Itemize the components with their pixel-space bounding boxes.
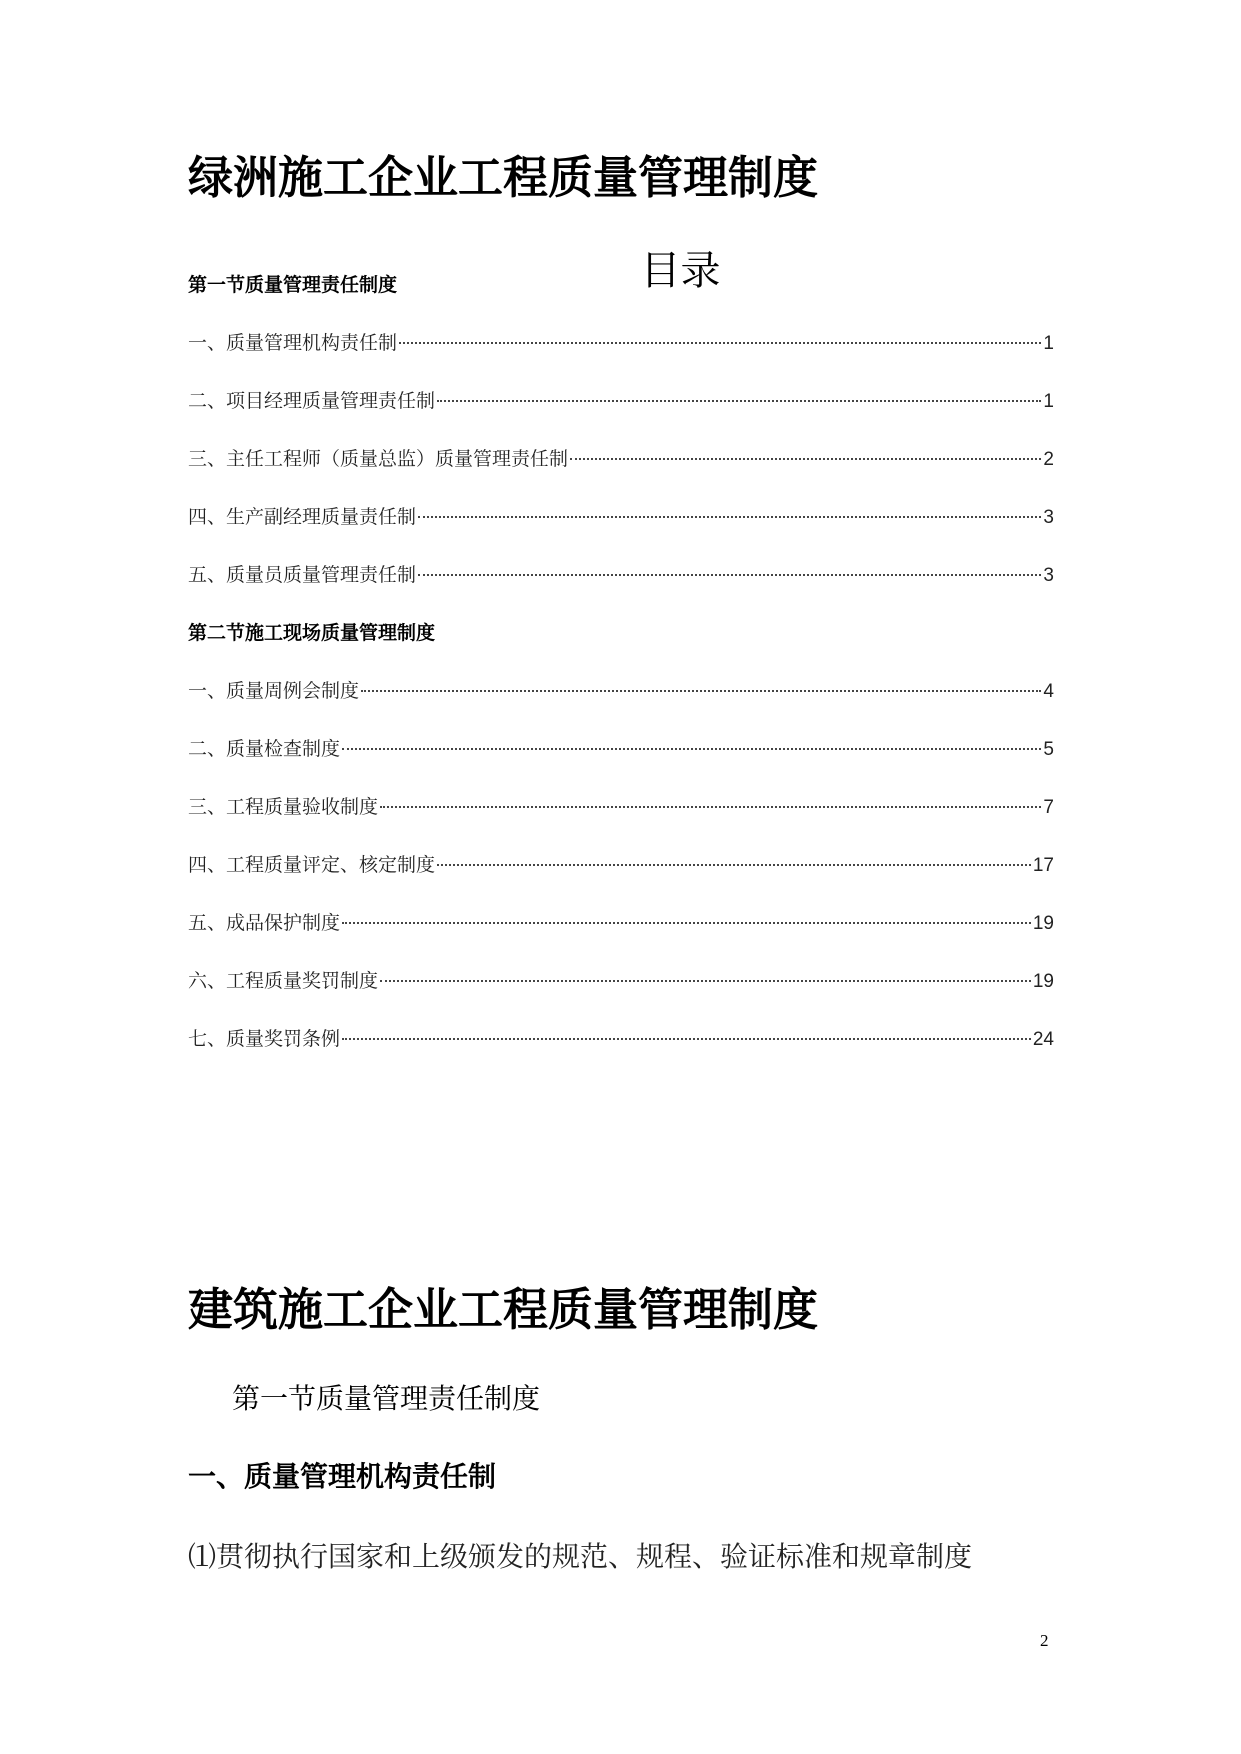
toc-entry-label: 一、质量周例会制度 [188, 680, 360, 702]
toc-entry-label: 一、质量管理机构责任制 [188, 332, 398, 354]
body-paragraph: ⑴贯彻执行国家和上级颁发的规范、规程、验证标准和规章制度 [188, 1540, 973, 1573]
toc-entry-page: 3 [1043, 507, 1054, 528]
toc-leader-dots [380, 804, 1041, 808]
toc-leader-dots [342, 920, 1031, 924]
toc-leader-dots [437, 862, 1031, 866]
toc-leader-dots [342, 746, 1041, 750]
body-title: 建筑施工企业工程质量管理制度 [188, 1283, 819, 1336]
toc-entry-label: 四、生产副经理质量责任制 [188, 506, 417, 528]
toc-entry-label: 四、工程质量评定、核定制度 [188, 854, 436, 876]
toc-entry-page: 1 [1043, 391, 1054, 412]
toc-leader-dots [361, 688, 1041, 692]
toc-entry[interactable] [188, 852, 1054, 878]
toc-entry-page: 2 [1043, 449, 1054, 470]
toc-entry[interactable] [188, 678, 1054, 704]
toc-entry[interactable] [188, 446, 1054, 472]
toc-entry[interactable] [188, 504, 1054, 530]
toc-section-title: 第一节质量管理责任制度 [188, 274, 398, 296]
toc-section-title: 第二节施工现场质量管理制度 [188, 622, 436, 644]
toc-entry-page: 24 [1032, 1029, 1054, 1050]
toc-leader-dots [418, 514, 1041, 518]
toc-entry[interactable] [188, 968, 1054, 994]
toc-entry-page: 1 [1043, 333, 1054, 354]
toc-entry[interactable] [188, 910, 1054, 936]
toc-entry[interactable] [188, 330, 1054, 356]
toc-heading: 目录 [640, 248, 721, 294]
section-title: 第一节质量管理责任制度 [232, 1382, 541, 1415]
toc-entry-label: 二、项目经理质量管理责任制 [188, 390, 436, 412]
toc-entry-page: 5 [1043, 739, 1054, 760]
toc-entry[interactable] [188, 1026, 1054, 1052]
toc-entry-label: 六、工程质量奖罚制度 [188, 970, 379, 992]
toc-entry-label: 五、成品保护制度 [188, 912, 341, 934]
toc-leader-dots [399, 340, 1041, 344]
toc-entry-page: 19 [1032, 913, 1054, 934]
toc-entry[interactable] [188, 794, 1054, 820]
toc-entry[interactable] [188, 562, 1054, 588]
toc-entry-page: 19 [1032, 971, 1054, 992]
toc-entry-page: 17 [1032, 855, 1054, 876]
toc-leader-dots [380, 978, 1031, 982]
toc-leader-dots [342, 1036, 1031, 1040]
document-title: 绿洲施工企业工程质量管理制度 [188, 151, 819, 204]
page-number: 2 [1040, 1631, 1049, 1650]
toc-entry-page: 3 [1043, 565, 1054, 586]
subsection-title: 一、质量管理机构责任制 [188, 1460, 497, 1493]
toc-entry-page: 7 [1043, 797, 1054, 818]
toc-entry-label: 二、质量检查制度 [188, 738, 341, 760]
toc-entry[interactable] [188, 736, 1054, 762]
toc-entry-label: 七、质量奖罚条例 [188, 1028, 341, 1050]
toc-entry-page: 4 [1043, 681, 1054, 702]
toc-entry-label: 五、质量员质量管理责任制 [188, 564, 417, 586]
toc-leader-dots [437, 398, 1041, 402]
toc-entry[interactable] [188, 388, 1054, 414]
toc-entry-label: 三、工程质量验收制度 [188, 796, 379, 818]
toc-entry-label: 三、主任工程师（质量总监）质量管理责任制 [188, 448, 569, 470]
toc-leader-dots [418, 572, 1041, 576]
toc-leader-dots [570, 456, 1041, 460]
